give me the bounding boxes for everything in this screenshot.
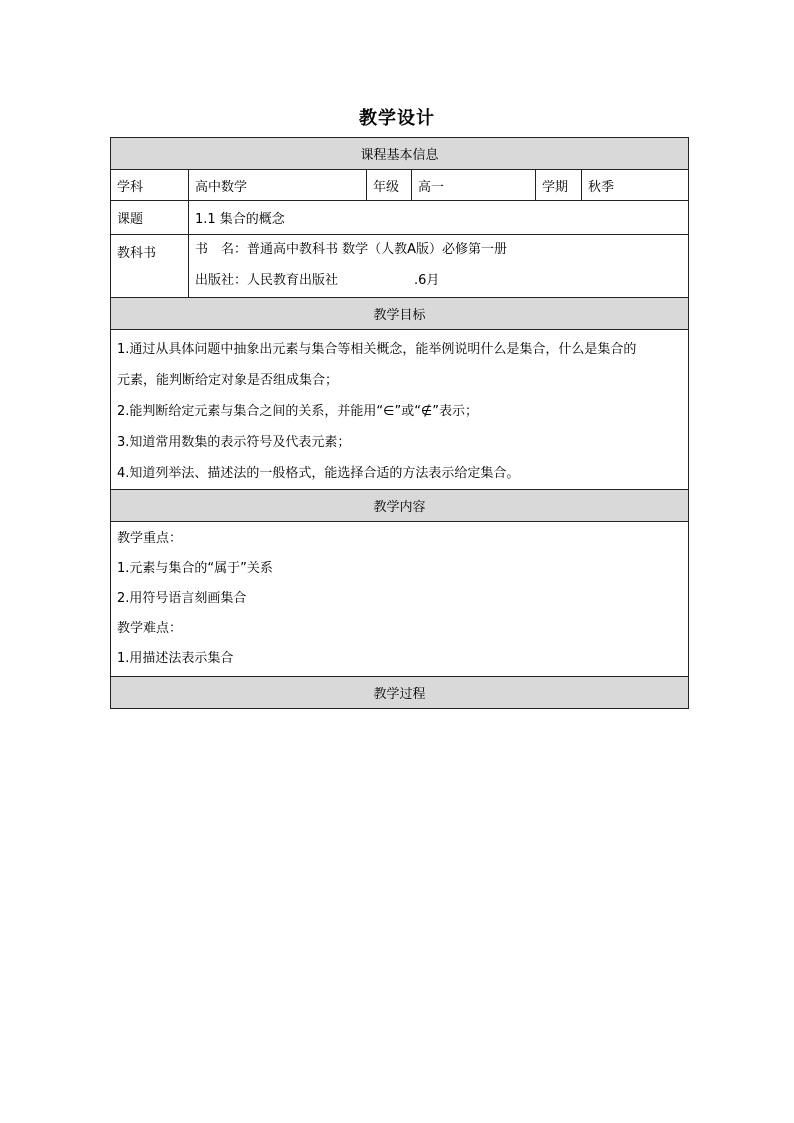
section-title-basic-info: 课程基本信息 xyxy=(111,138,689,170)
topic-label: 课题 xyxy=(111,201,189,235)
content-line: 1.元素与集合的“属于”关系 xyxy=(117,561,273,576)
textbook-row xyxy=(111,235,689,298)
objectives-row xyxy=(111,330,689,490)
textbook-value xyxy=(189,235,689,298)
objective-line: 4.知道列举法、描述法的一般格式，能选择合适的方法表示给定集合。 xyxy=(117,466,520,481)
grade-value: 高一 xyxy=(412,170,536,201)
objectives-body xyxy=(111,330,689,490)
basic-info-row xyxy=(111,170,689,201)
section-title-objectives: 教学目标 xyxy=(111,298,689,330)
content-body xyxy=(111,522,689,677)
term-label: 学期 xyxy=(536,170,582,201)
objective-line: 2.能判断给定元素与集合之间的关系，并能用“∈”或“∉”表示； xyxy=(117,404,478,419)
publish-date: .6月 xyxy=(414,273,440,288)
subject-value: 高中数学 xyxy=(189,170,367,201)
content-row xyxy=(111,522,689,677)
topic-row xyxy=(111,201,689,235)
section-header-process xyxy=(111,677,689,709)
section-title-process: 教学过程 xyxy=(111,677,689,709)
grade-label: 年级 xyxy=(367,170,412,201)
content-line: 教学难点： xyxy=(117,621,183,636)
content-line: 2.用符号语言刻画集合 xyxy=(117,591,247,606)
section-header-content xyxy=(111,490,689,522)
objective-line: 1.通过从具体问题中抽象出元素与集合等相关概念，能举例说明什么是集合，什么是集合的 xyxy=(117,342,637,357)
publisher-name: 出版社：人民教育出版社 xyxy=(195,273,339,288)
textbook-label: 教科书 xyxy=(111,235,189,298)
book-name-line: 书 名：普通高中教科书 数学（人教A版）必修第一册 xyxy=(195,242,508,257)
objective-line: 元素，能判断给定对象是否组成集合； xyxy=(117,373,339,388)
section-title-content: 教学内容 xyxy=(111,490,689,522)
objective-line: 3.知道常用数集的表示符号及代表元素； xyxy=(117,435,351,450)
content-line: 1.用描述法表示集合 xyxy=(117,651,234,666)
document-title: 教学设计 xyxy=(359,108,435,129)
section-header-objectives xyxy=(111,298,689,330)
section-header-basic-info xyxy=(111,138,689,170)
term-value: 秋季 xyxy=(582,170,689,201)
lesson-plan-table xyxy=(110,137,689,709)
content-line: 教学重点： xyxy=(117,531,183,546)
subject-label: 学科 xyxy=(111,170,189,201)
publisher-line xyxy=(195,273,682,289)
topic-value: 1.1 集合的概念 xyxy=(189,201,689,235)
